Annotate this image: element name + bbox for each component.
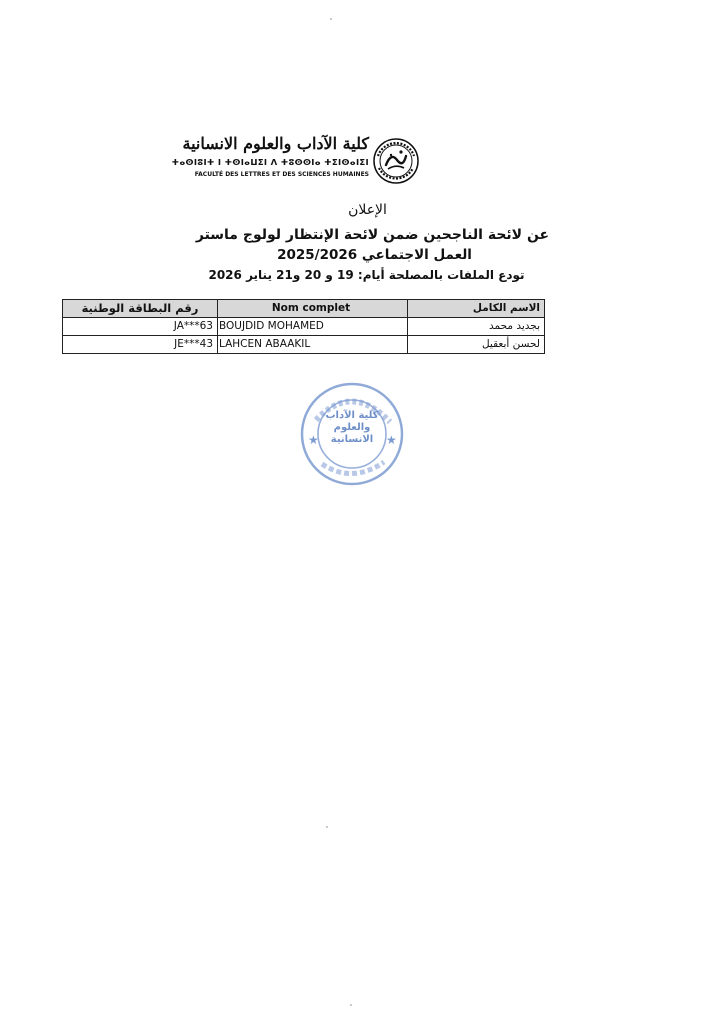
cin-cell: JA***63 bbox=[63, 318, 218, 336]
faculty-logo-icon bbox=[373, 138, 419, 184]
table-row bbox=[63, 336, 545, 354]
announcement-label: الإعلان bbox=[348, 202, 387, 218]
name-french-cell: BOUJDID MOHAMED bbox=[218, 318, 408, 336]
submission-dates: تودع الملفات بالمصلحة أيام: 19 و 20 و21 يناير 2026 bbox=[208, 268, 525, 282]
svg-text:★: ★ bbox=[308, 433, 319, 447]
faculty-header bbox=[171, 128, 425, 188]
name-french-cell: LAHCEN ABAAKIL bbox=[218, 336, 408, 354]
cin-cell: JE***43 bbox=[63, 336, 218, 354]
faculty-name-amazigh: ⵜⴰⵙⵏⵓⵏⵜ ⵏ ⵜⵙⵏⴰⵡⵉⵏ ⴷ ⵜⵓⵙⵙⵏⴰ ⵜⵉⵏⵙⴰⵏⵉⵏ bbox=[171, 158, 369, 168]
scan-speck bbox=[350, 1004, 352, 1006]
scan-speck bbox=[330, 18, 332, 20]
name-arabic-cell: لحسن أبعقيل bbox=[408, 336, 545, 354]
svg-text:★: ★ bbox=[386, 433, 397, 447]
faculty-name-arabic: كلية الآداب والعلوم الانسانية bbox=[182, 134, 369, 153]
scan-speck bbox=[326, 826, 328, 828]
announcement-title: عن لائحة الناجحين ضمن لائحة الإنتظار لولوج ماستر bbox=[195, 227, 550, 243]
header-name-arabic: الاسم الكامل bbox=[408, 300, 545, 318]
results-table bbox=[62, 299, 545, 354]
stamp-text: كلية الآداب والعلوم الانسانية bbox=[325, 410, 379, 445]
header-name-french: Nom complet bbox=[218, 300, 408, 318]
faculty-name-french: FACULTÉ DES LETTRES ET DES SCIENCES HUMAINES bbox=[194, 171, 369, 178]
program-name: العمل الاجتماعي 2025/2026 bbox=[277, 247, 472, 263]
table-header-row bbox=[63, 300, 545, 318]
header-cin: رقم البطاقة الوطنية bbox=[63, 300, 218, 318]
table-row bbox=[63, 318, 545, 336]
name-arabic-cell: بجديد محمد bbox=[408, 318, 545, 336]
official-stamp bbox=[298, 380, 406, 488]
